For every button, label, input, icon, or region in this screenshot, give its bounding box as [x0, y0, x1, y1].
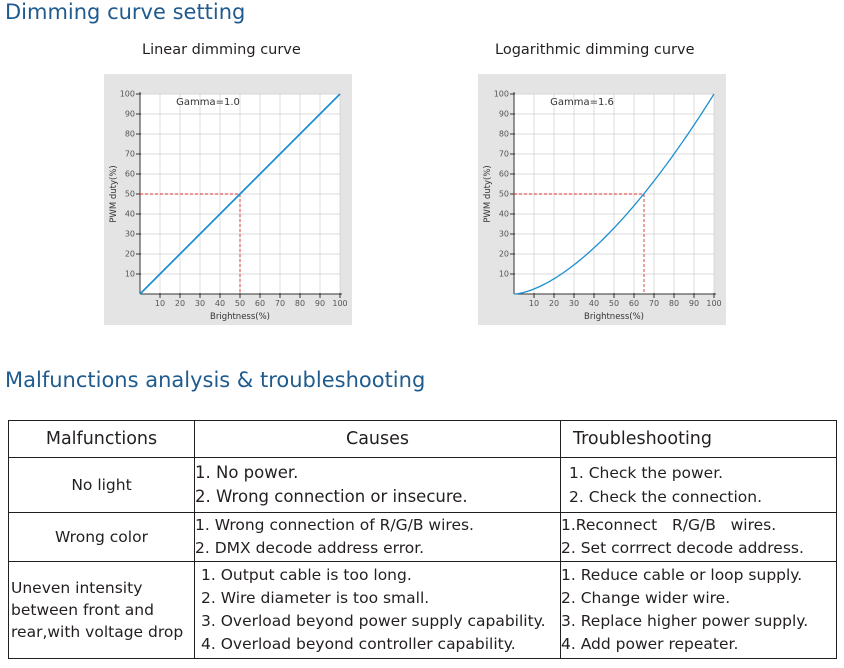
y-tick-label: 100 [493, 89, 509, 99]
x-tick-label: 40 [588, 299, 600, 308]
y-tick-label: 30 [124, 229, 135, 239]
y-tick-label: 10 [498, 269, 509, 279]
cause-line: 3. Overload beyond power supply capability. [201, 612, 546, 630]
x-axis-label: Brightness(%) [584, 312, 644, 322]
fix-line: 2. Set corrrect decode address. [561, 539, 804, 557]
x-tick-label: 50 [608, 299, 620, 308]
cause-line: 1. Output cable is too long. [201, 566, 412, 584]
malfunction-cell [9, 562, 195, 659]
fix-line: 2. Change wider wire. [561, 589, 731, 607]
malfunction-text: between front and [11, 601, 154, 619]
x-tick-label: 70 [648, 299, 660, 308]
malfunction-text: Wrong color [55, 528, 148, 546]
y-tick-label: 30 [498, 229, 509, 239]
y-tick-label: 10 [124, 269, 135, 279]
malfunction-cell [9, 513, 195, 562]
malfunction-text: Uneven intensity [11, 579, 143, 597]
fix-line: 3. Replace higher power supply. [561, 612, 809, 630]
table-header-row [9, 421, 837, 458]
fix-line: 1. Check the power. [569, 464, 724, 482]
y-tick-label: 90 [124, 109, 135, 119]
y-tick-label: 40 [124, 209, 135, 219]
y-tick-label: 90 [498, 109, 509, 119]
cause-line: 1. No power. [195, 463, 299, 482]
x-tick-label: 30 [194, 299, 206, 308]
x-tick-label: 100 [332, 299, 348, 308]
y-tick-label: 70 [498, 149, 509, 159]
x-tick-label: 40 [214, 299, 226, 308]
header-troubleshooting: Troubleshooting [561, 421, 837, 458]
y-tick-label: 80 [124, 129, 135, 139]
linear-chart-panel [104, 74, 352, 325]
x-axis-label: Brightness(%) [210, 312, 270, 322]
header-causes: Causes [195, 421, 561, 458]
malfunction-text: rear,with voltage drop [11, 623, 184, 641]
troubleshooting-table [8, 420, 837, 659]
x-tick-label: 80 [294, 299, 306, 308]
x-tick-label: 10 [528, 299, 540, 308]
y-axis-label: PWM duty(%) [109, 165, 119, 223]
y-tick-label: 60 [498, 169, 509, 179]
x-tick-label: 30 [568, 299, 580, 308]
fix-line: 1.Reconnect R/G/B wires. [561, 516, 777, 534]
fixes-cell [561, 562, 837, 659]
table-row [9, 513, 837, 562]
fixes-cell [561, 458, 837, 513]
fixes-cell [561, 513, 837, 562]
gamma-annotation: Gamma=1.0 [176, 97, 240, 108]
y-tick-label: 80 [498, 129, 509, 139]
x-tick-label: 90 [688, 299, 700, 308]
y-tick-label: 50 [124, 189, 135, 199]
y-tick-label: 20 [498, 249, 509, 259]
malfunctions-heading: Malfunctions analysis & troubleshooting [5, 368, 426, 392]
y-tick-label: 70 [124, 149, 135, 159]
table-row [9, 562, 837, 659]
table-row [9, 458, 837, 513]
x-tick-label: 20 [548, 299, 560, 308]
x-tick-label: 50 [234, 299, 246, 308]
y-tick-label: 50 [498, 189, 509, 199]
x-tick-label: 10 [154, 299, 166, 308]
header-malfunctions: Malfunctions [9, 421, 195, 458]
dimming-curve-heading: Dimming curve setting [5, 0, 246, 24]
malfunction-cell [9, 458, 195, 513]
x-tick-label: 100 [706, 299, 722, 308]
x-tick-label: 70 [274, 299, 286, 308]
causes-cell [195, 458, 561, 513]
linear-chart-title: Linear dimming curve [142, 42, 301, 58]
x-tick-label: 60 [628, 299, 640, 308]
malfunction-text: No light [71, 476, 132, 494]
cause-line: 4. Overload beyond controller capability. [201, 635, 516, 653]
cause-line: 2. Wrong connection or insecure. [195, 487, 468, 506]
x-tick-label: 80 [668, 299, 680, 308]
y-tick-label: 20 [124, 249, 135, 259]
fix-line: 2. Check the connection. [569, 488, 763, 506]
cause-line: 2. DMX decode address error. [195, 539, 425, 557]
y-axis-label: PWM duty(%) [483, 165, 493, 223]
y-tick-label: 60 [124, 169, 135, 179]
cause-line: 1. Wrong connection of R/G/B wires. [195, 516, 474, 534]
fix-line: 4. Add power repeater. [561, 635, 739, 653]
linear-chart [104, 74, 352, 325]
x-tick-label: 90 [314, 299, 326, 308]
causes-cell [195, 513, 561, 562]
log-chart-panel [478, 74, 726, 325]
y-tick-label: 100 [119, 89, 135, 99]
log-chart-title: Logarithmic dimming curve [495, 42, 695, 58]
x-tick-label: 60 [254, 299, 266, 308]
causes-cell [195, 562, 561, 659]
log-chart [478, 74, 726, 325]
cause-line: 2. Wire diameter is too small. [201, 589, 430, 607]
fix-line: 1. Reduce cable or loop supply. [561, 566, 803, 584]
x-tick-label: 20 [174, 299, 186, 308]
gamma-annotation: Gamma=1.6 [550, 97, 614, 108]
y-tick-label: 40 [498, 209, 509, 219]
